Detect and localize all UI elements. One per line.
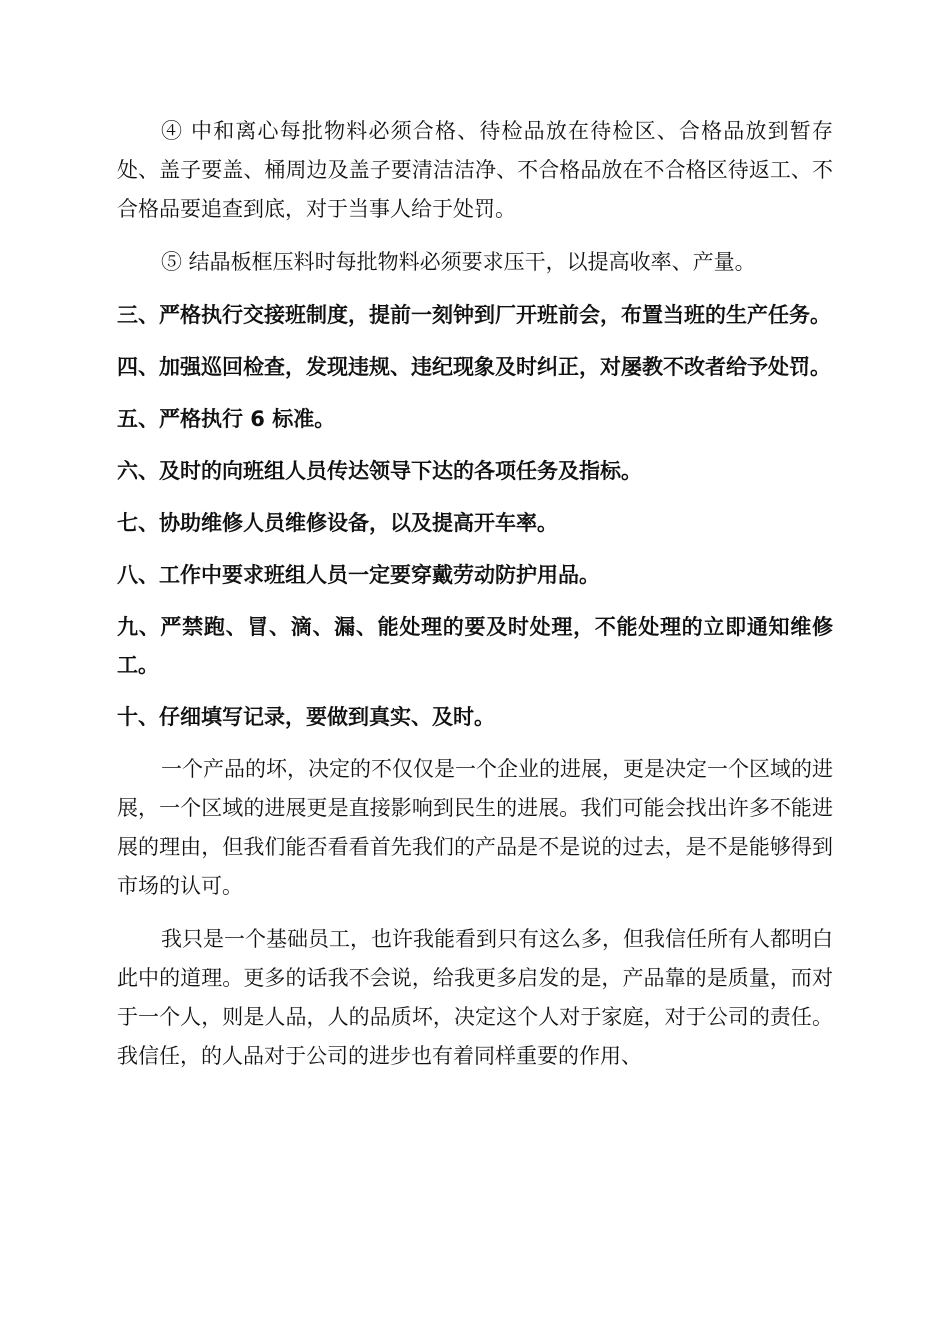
section-heading-9: 九、严禁跑、冒、滴、漏、能处理的要及时处理，不能处理的立即通知维修工。	[117, 615, 833, 677]
section-heading-6: 六、及时的向班组人员传达领导下达的各项任务及指标。	[117, 459, 642, 483]
section-heading-8: 八、工作中要求班组人员一定要穿戴劳动防护用品。	[117, 563, 600, 587]
section-heading-10: 十、仔细填写记录，要做到真实、及时。	[117, 705, 495, 729]
body-paragraph-employee: 我只是一个基础员工，也许我能看到只有这么多，但我信任所有人都明白此中的道理。更多的话我不会说，给我更多启发的是，产品靠的是质量，而对于一个人，则是人品，人的品质坏，决定这个人对于家庭，对于公司的责任。我信任，的人品对于公司的进步也有着同样重要的作用、	[117, 927, 833, 1068]
document-page	[117, 112, 833, 1076]
section-heading-5: 五、严格执行 6 标准。	[117, 407, 336, 431]
section-heading-7: 七、协助维修人员维修设备，以及提高开车率。	[117, 511, 558, 535]
section-heading-4: 四、加强巡回检查，发现违规、违纪现象及时纠正，对屡教不改者给予处罚。	[117, 355, 831, 379]
section-heading-3: 三、严格执行交接班制度，提前一刻钟到厂开班前会，布置当班的生产任务。	[117, 303, 831, 327]
body-paragraph-product: 一个产品的坏，决定的不仅仅是一个企业的进展，更是决定一个区域的进展，一个区域的进展更是直接影响到民生的进展。我们可能会找出许多不能进展的理由，但我们能否看看首先我们的产品是不是说的过去，是不是能够得到市场的认可。	[117, 757, 833, 898]
paragraph-item-4: ④ 中和离心每批物料必须合格、待检品放在待检区、合格品放到暂存处、盖子要盖、桶周边及盖子要清洁洁净、不合格品放在不合格区待返工、不合格品要追查到底，对于当事人给于处罚。	[117, 119, 833, 221]
paragraph-item-5: ⑤ 结晶板框压料时每批物料必须要求压干，以提高收率、产量。	[161, 250, 756, 274]
